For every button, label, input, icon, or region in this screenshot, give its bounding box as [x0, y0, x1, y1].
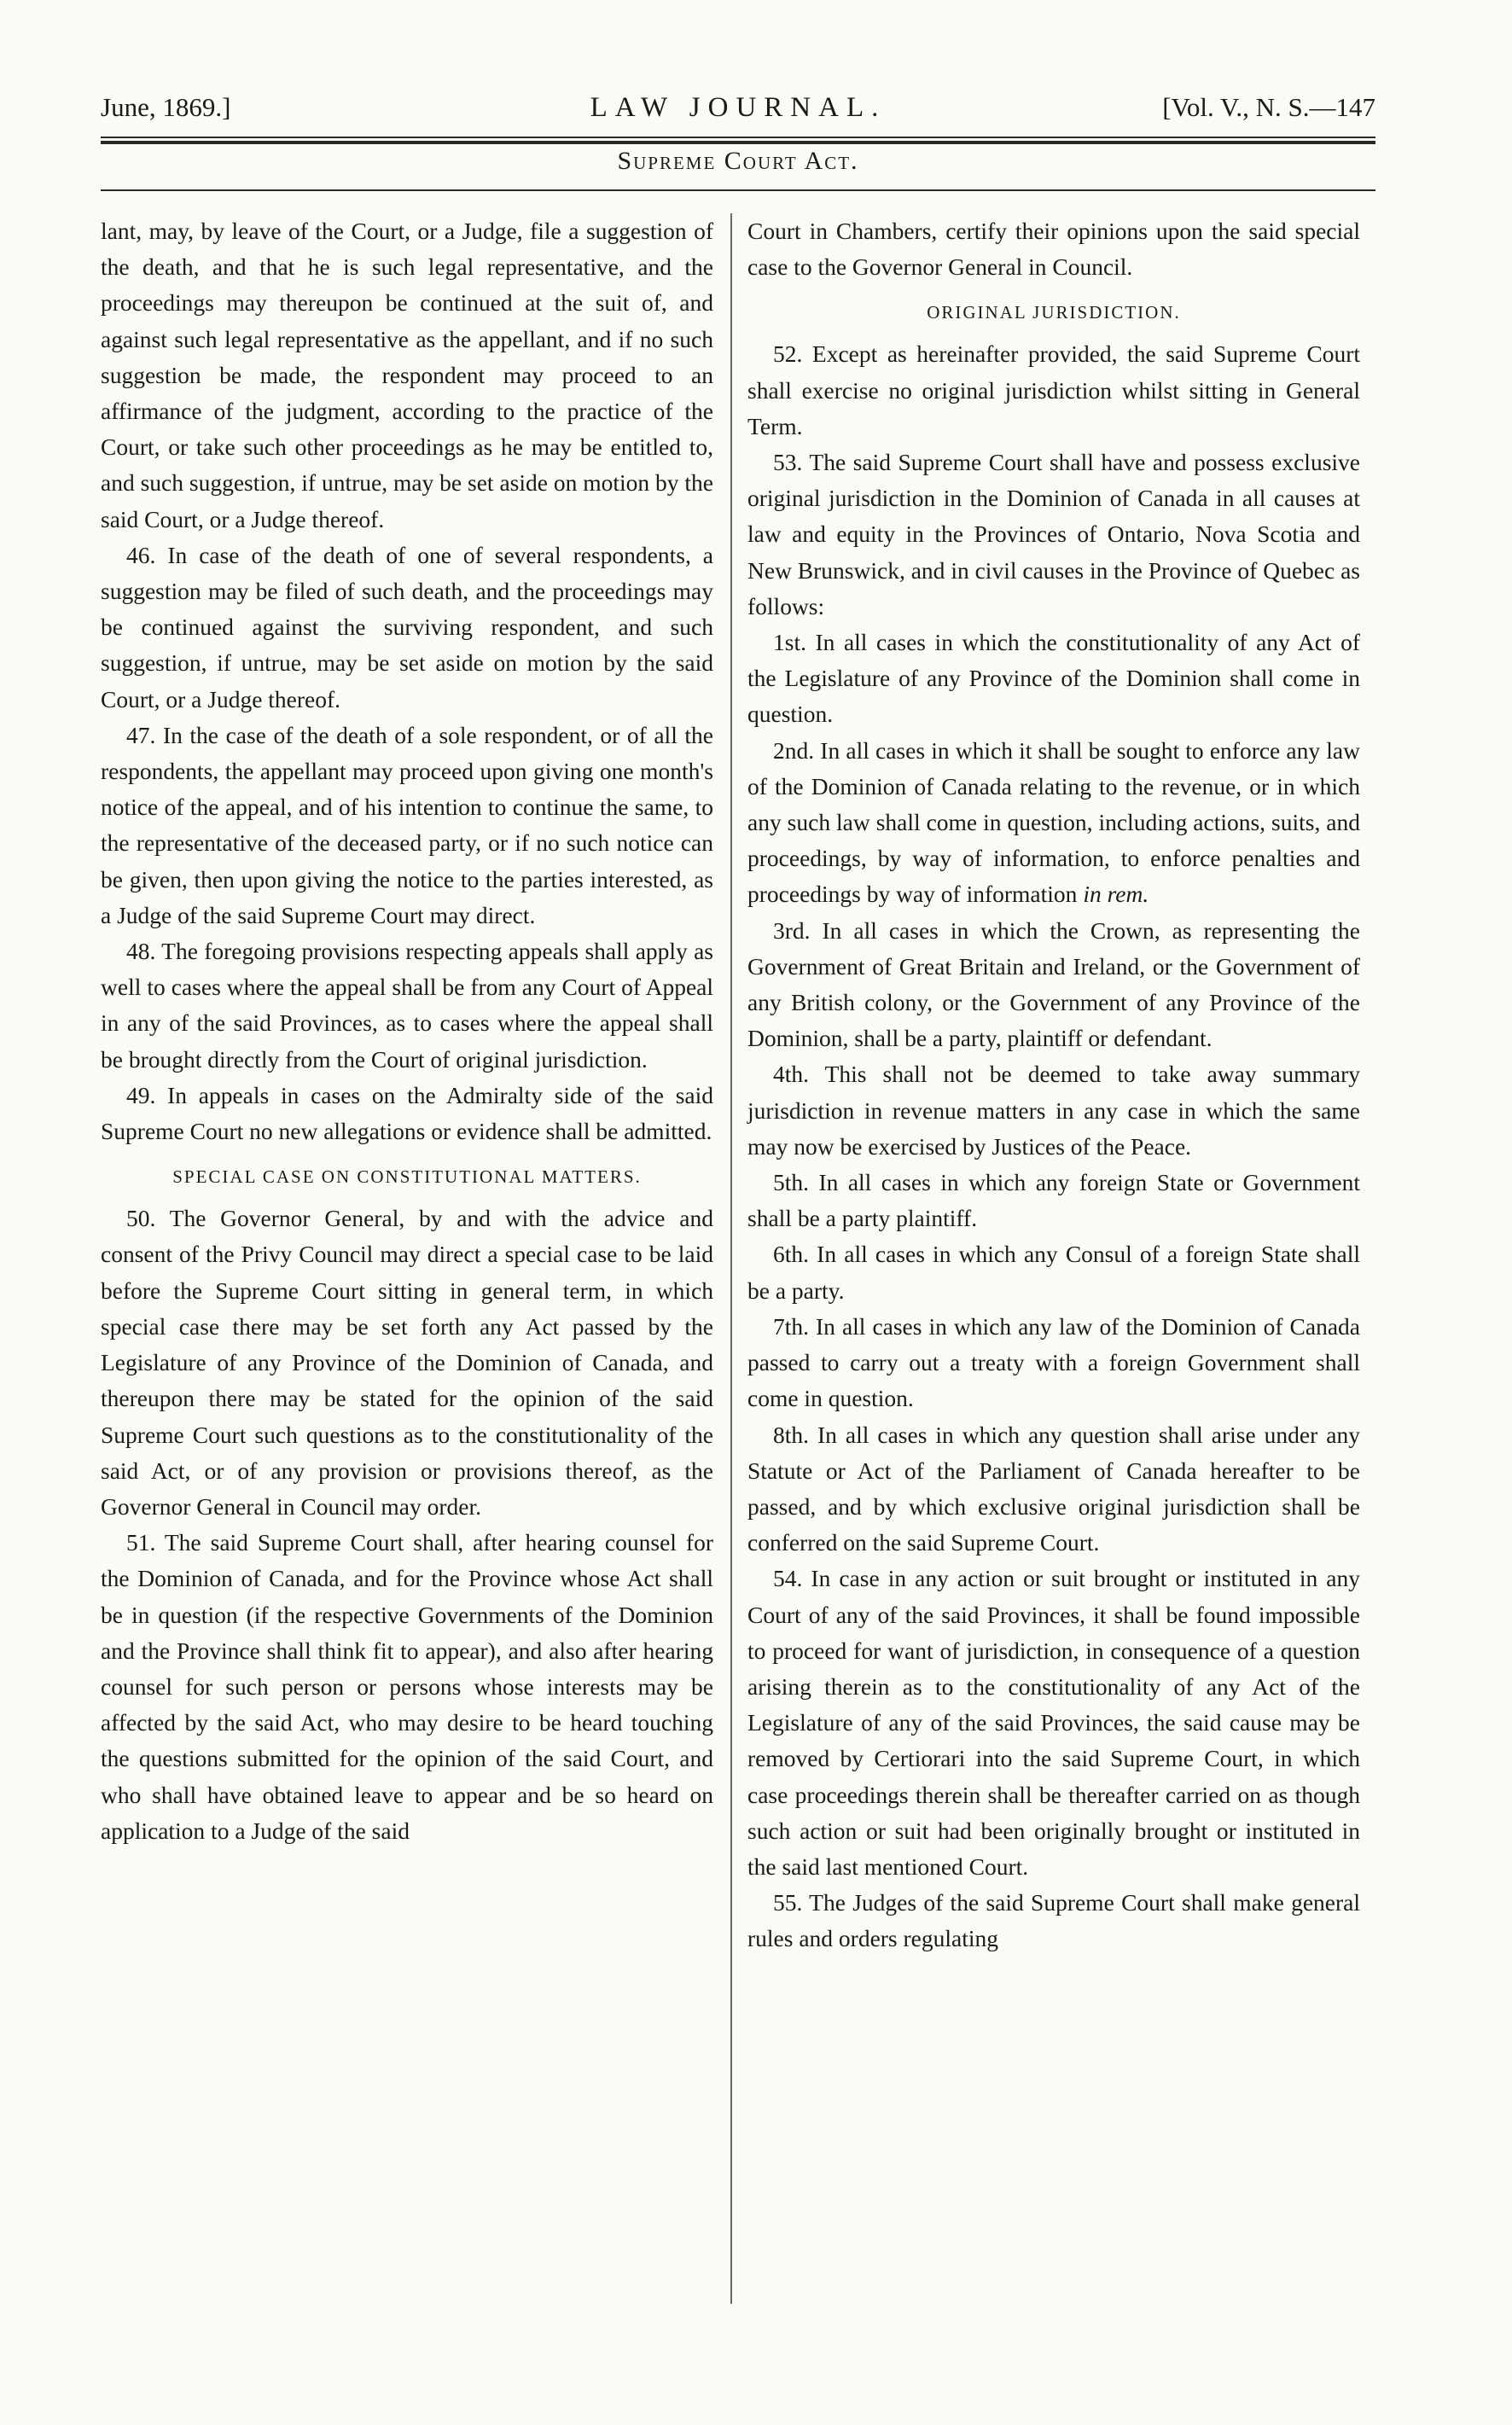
section-rule — [101, 189, 1375, 191]
column-divider — [730, 213, 732, 2304]
left-column — [101, 213, 713, 2346]
section-51: 51. The said Supreme Court shall, after hearing counsel for the Dominion of Canada, and for the Province whose Act shall be in question (if the respective Governments of the Dominion and the Province shall think fit to appear), and also after hearing counsel for such person or persons whose interests may be affected by the said Act, who may desire to be heard touching the questions submitted for the opinion of the said Court, and who shall have obtained leave to appear and be so heard on application to a Judge of the said — [101, 1529, 713, 1844]
right-column — [747, 213, 1360, 2346]
section-55: 55. The Judges of the said Supreme Court shall make general rules and orders regulating — [747, 1889, 1360, 1952]
paragraph-continuation: lant, may, by leave of the Court, or a Judge, file a suggestion of the death, and that he is such legal representative, and the proceedings may thereupon be continued at the suit of, and against such legal representative as the appellant, and if no such suggestion be made, the respondent may proceed to an affirmance of the judgment, according to the practice of the Court, or take such other proceedings as he may be entitled to, and such suggestion, if untrue, may be set aside on motion by the said Court, or a Judge thereof. — [101, 218, 713, 532]
clause-4th: 4th. This shall not be deemed to take away summary jurisdiction in revenue matters in any case in which the same may now be exercised by Justices of the Peace. — [747, 1061, 1360, 1160]
clause-3rd: 3rd. In all cases in which the Crown, as representing the Government of Great Britain and Ireland, or the Government of any British colony, or the Government of any Province of the Dominion, shall be a party, plaintiff or defendant. — [747, 916, 1360, 1052]
clause-5th: 5th. In all cases in which any foreign State or Government shall be a party plaintiff. — [747, 1169, 1360, 1232]
masthead — [101, 92, 1375, 135]
section-54: 54. In case in any action or suit brought or instituted in any Court of any of the said Provinces, it shall be found impossible to proceed for want of jurisdiction, in consequence of a question arising therein as to the constitutionality of any Act of the Legislature of any of the said Provinces, the said cause may be removed by Certiorari into the said Supreme Court, in which case proceedings therein shall be thereafter carried on as though such action or suit had been originally brought or instituted in the said last mentioned Court. — [747, 1565, 1360, 1880]
clause-7th: 7th. In all cases in which any law of the Dominion of Canada passed to carry out a treaty with a foreign Government shall come in question. — [747, 1312, 1360, 1412]
clause-2nd-text: 2nd. In all cases in which it shall be sought to enforce any law of the Dominion of Canada relating to the revenue, or in which any such law shall come in question, including actions, suits, and proceedings, by way of information, to enforce penalties and proceedings by way of information — [747, 736, 1360, 908]
section-46: 46. In case of the death of one of several respondents, a suggestion may be filed of such death, and the proceedings may be continued against the surviving respondent, and such suggestion, if untrue, may be set aside on motion by the said Court, or a Judge thereof. — [101, 541, 713, 712]
section-47: 47. In the case of the death of a sole respondent, or of all the respondents, the appellant may proceed upon giving one month's notice of the appeal, and of his intention to continue the same, to the representative of the deceased party, or if no such notice can be given, then upon giving the notice to the parties interested, as a Judge of the said Supreme Court may direct. — [101, 721, 713, 928]
section-53: 53. The said Supreme Court shall have and possess exclusive original jurisdiction in the Dominion of Canada in all causes at law and equity in the Provinces of Ontario, Nova Scotia and New Brunswick, and in civil causes in the Province of Quebec as follows: — [747, 449, 1360, 619]
section-50: 50. The Governor General, by and with the advice and consent of the Privy Council may direct a special case to be laid before the Supreme Court sitting in general term, in which special case there may be set forth any Act passed by the Legislature of any Province of the Dominion of Canada, and thereupon there may be stated for the opinion of the said Supreme Court such questions as to the constitutionality of the said Act, or of any provision or provisions thereof, as the Governor General in Council may order. — [101, 1205, 713, 1520]
heading-original-jurisdiction: ORIGINAL JURISDICTION. — [927, 302, 1181, 323]
issue-date: June, 1869.] — [101, 92, 231, 122]
paragraph-continuation-right: Court in Chambers, certify their opinions upon the said special case to the Governor General in Council. — [747, 218, 1360, 281]
clause-8th: 8th. In all cases in which any question shall arise under any Statute or Act of the Parliament of Canada hereafter to be passed, and by which exclusive original jurisdiction shall be conferred on the said Supreme Court. — [747, 1421, 1360, 1556]
volume-page-number: [Vol. V., N. S.—147 — [1162, 92, 1375, 122]
clause-6th: 6th. In all cases in which any Consul of a foreign State shall be a party. — [747, 1241, 1360, 1304]
journal-title: LAW JOURNAL. — [590, 92, 887, 123]
clause-2nd-italic: in rem. — [1083, 881, 1149, 908]
header-rule-thick — [101, 141, 1375, 144]
section-52: 52. Except as hereinafter provided, the said Supreme Court shall exercise no original jurisdiction whilst sitting in General Term. — [747, 340, 1360, 439]
running-section-title: Supreme Court Act. — [617, 147, 859, 175]
clause-2nd — [747, 733, 1360, 913]
header-rule-thin — [101, 137, 1375, 138]
heading-special-case: SPECIAL CASE ON CONSTITUTIONAL MATTERS. — [172, 1166, 642, 1188]
clause-1st: 1st. In all cases in which the constitutionality of any Act of the Legislature of any Province of the Dominion shall come in question. — [747, 629, 1360, 728]
section-48: 48. The foregoing provisions respecting appeals shall apply as well to cases where the appeal shall be from any Court of Appeal in any of the said Provinces, as to cases where the appeal shall be brought directly from the Court of original jurisdiction. — [101, 938, 713, 1073]
section-49: 49. In appeals in cases on the Admiralty side of the said Supreme Court no new allegations or evidence shall be admitted. — [101, 1081, 713, 1145]
